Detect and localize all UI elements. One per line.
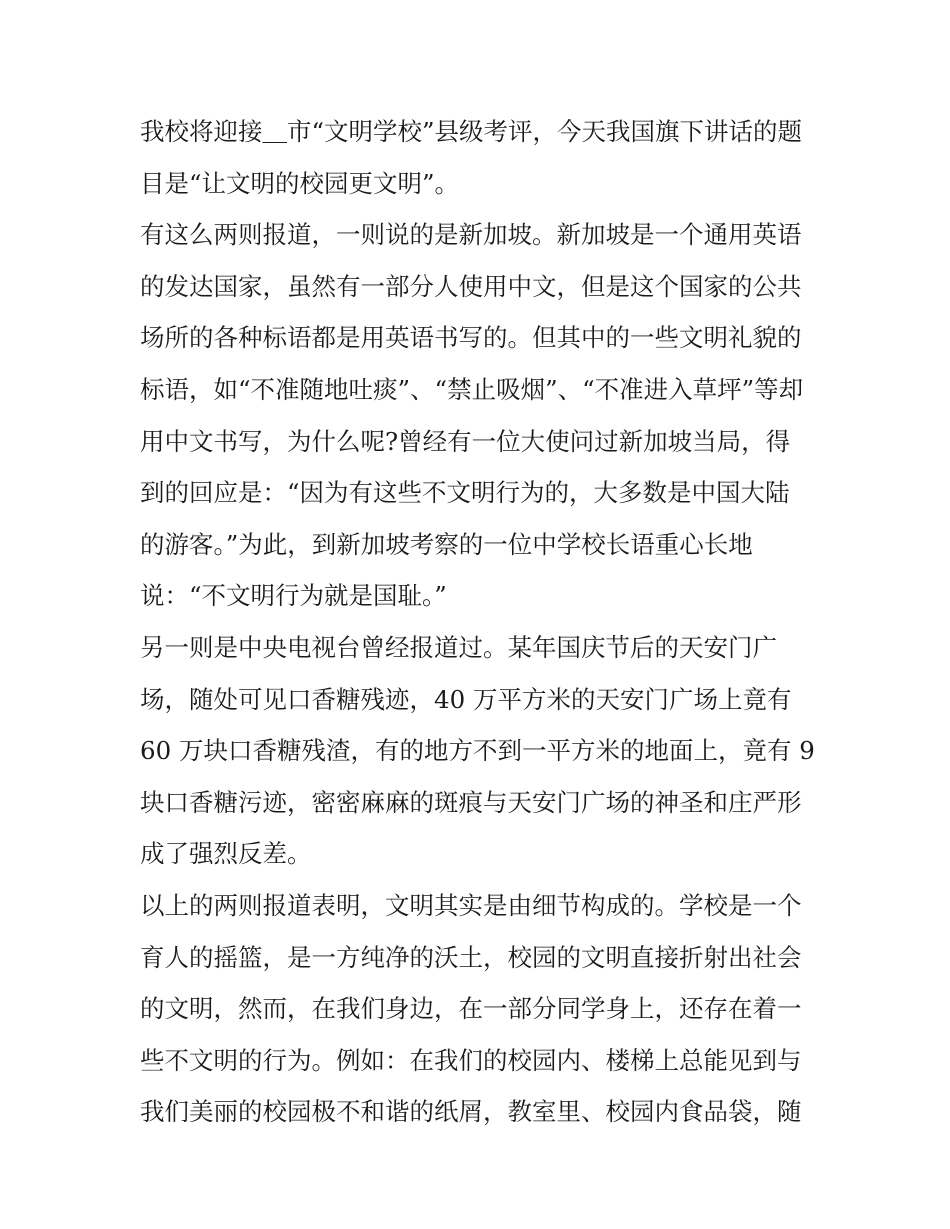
text-line: 说：“不文明行为就是国耻。” bbox=[140, 581, 447, 611]
text-line: 我校将迎接＿市“文明学校”县级考评，今天我国旗下讲话的题 bbox=[140, 117, 803, 146]
document-body bbox=[140, 106, 820, 1138]
text-line: 目是“让文明的校园更文明”。 bbox=[140, 168, 460, 198]
text-line: 的文明，然而，在我们身边，在一部分同学身上，还存在着一 bbox=[140, 994, 802, 1024]
text-line: 到的回应是：“因为有这些不文明行为的，大多数是中国大陆 bbox=[140, 478, 790, 508]
text-line: 些不文明的行为。例如：在我们的校园内、楼梯上总能见到与 bbox=[140, 1045, 802, 1075]
paragraph bbox=[140, 209, 820, 622]
text-line: 育人的摇篮，是一方纯净的沃土，校园的文明直接折射出社会 bbox=[140, 942, 802, 972]
text-line: 的发达国家，虽然有一部分人使用中文，但是这个国家的公共 bbox=[140, 271, 802, 301]
paragraph bbox=[140, 106, 820, 209]
text-line: 场，随处可见口香糖残迹，40 万平方米的天安门广场上竟有 bbox=[140, 684, 792, 714]
text-line: 60 万块口香糖残渣，有的地方不到一平方米的地面上，竟有 9 bbox=[140, 736, 815, 766]
text-line: 块口香糖污迹，密密麻麻的斑痕与天安门广场的神圣和庄严形 bbox=[140, 787, 802, 817]
text-line: 场所的各种标语都是用英语书写的。但其中的一些文明礼貌的 bbox=[140, 323, 802, 353]
text-line: 另一则是中央电视台曾经报道过。某年国庆节后的天安门广 bbox=[140, 632, 777, 662]
text-line: 以上的两则报道表明，文明其实是由细节构成的。学校是一个 bbox=[140, 890, 802, 920]
text-line: 成了强烈反差。 bbox=[140, 839, 312, 869]
text-line: 的游客。”为此，到新加坡考察的一位中学校长语重心长地 bbox=[140, 529, 753, 559]
paragraph bbox=[140, 622, 820, 880]
paragraph bbox=[140, 880, 820, 1138]
text-line: 我们美丽的校园极不和谐的纸屑，教室里、校园内食品袋，随 bbox=[140, 1097, 802, 1127]
text-line: 用中文书写，为什么呢?曾经有一位大使问过新加坡当局，得 bbox=[140, 426, 791, 456]
text-line: 有这么两则报道，一则说的是新加坡。新加坡是一个通用英语 bbox=[140, 220, 802, 250]
text-line: 标语，如“不准随地吐痰”、“禁止吸烟”、“不准进入草坪”等却 bbox=[140, 374, 804, 404]
